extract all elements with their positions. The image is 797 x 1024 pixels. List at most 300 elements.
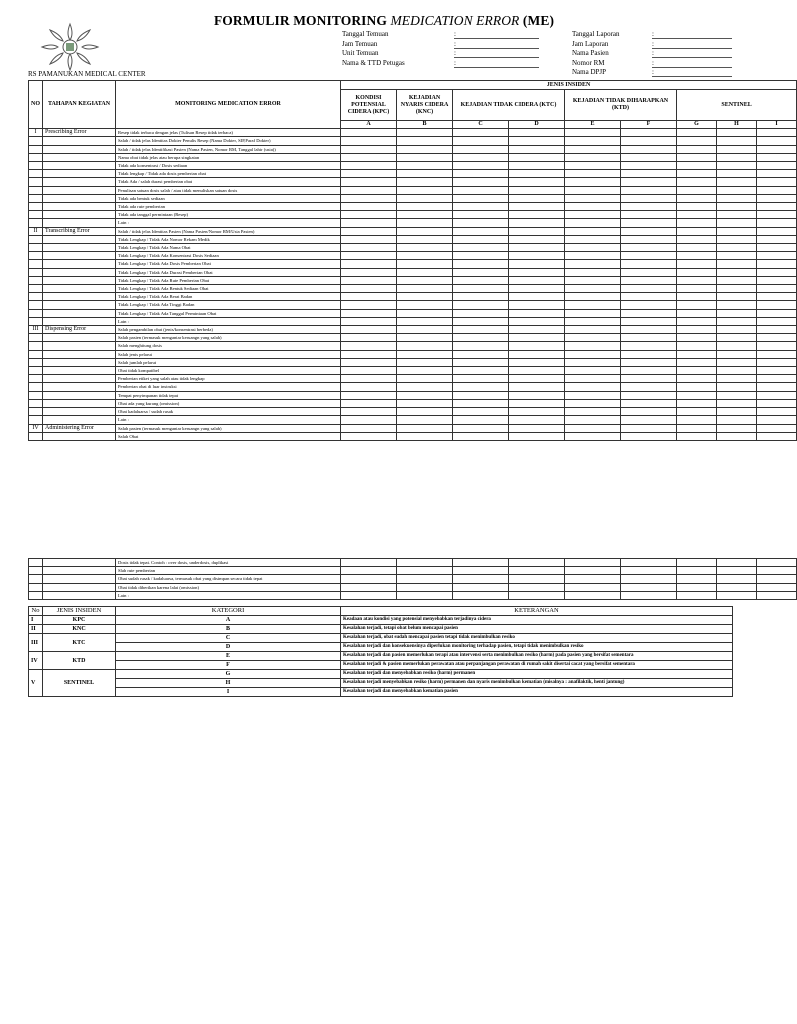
check-cell[interactable] (565, 293, 621, 301)
check-cell[interactable] (509, 309, 565, 317)
check-cell[interactable] (453, 252, 509, 260)
check-cell[interactable] (397, 293, 453, 301)
check-cell[interactable] (717, 334, 757, 342)
check-cell[interactable] (509, 416, 565, 424)
check-cell[interactable] (397, 399, 453, 407)
check-cell[interactable] (397, 575, 453, 583)
check-cell[interactable] (565, 244, 621, 252)
check-cell[interactable] (677, 326, 717, 334)
check-cell[interactable] (341, 170, 397, 178)
check-cell[interactable] (397, 408, 453, 416)
check-cell[interactable] (757, 268, 797, 276)
check-cell[interactable] (341, 162, 397, 170)
check-cell[interactable] (621, 268, 677, 276)
check-cell[interactable] (565, 326, 621, 334)
check-cell[interactable] (397, 153, 453, 161)
check-cell[interactable] (717, 244, 757, 252)
check-cell[interactable] (565, 399, 621, 407)
check-cell[interactable] (509, 350, 565, 358)
check-cell[interactable] (757, 227, 797, 235)
check-cell[interactable] (565, 350, 621, 358)
check-cell[interactable] (509, 591, 565, 599)
check-cell[interactable] (397, 285, 453, 293)
check-cell[interactable] (453, 432, 509, 440)
check-cell[interactable] (677, 575, 717, 583)
check-cell[interactable] (717, 591, 757, 599)
check-cell[interactable] (565, 559, 621, 567)
check-cell[interactable] (453, 285, 509, 293)
check-cell[interactable] (677, 334, 717, 342)
check-cell[interactable] (509, 301, 565, 309)
check-cell[interactable] (397, 309, 453, 317)
check-cell[interactable] (565, 219, 621, 227)
check-cell[interactable] (453, 591, 509, 599)
check-cell[interactable] (453, 350, 509, 358)
check-cell[interactable] (509, 293, 565, 301)
check-cell[interactable] (677, 276, 717, 284)
check-cell[interactable] (509, 252, 565, 260)
check-cell[interactable] (717, 583, 757, 591)
check-cell[interactable] (509, 383, 565, 391)
check-cell[interactable] (621, 334, 677, 342)
check-cell[interactable] (453, 408, 509, 416)
check-cell[interactable] (677, 424, 717, 432)
check-cell[interactable] (453, 145, 509, 153)
check-cell[interactable] (509, 203, 565, 211)
check-cell[interactable] (717, 276, 757, 284)
check-cell[interactable] (453, 170, 509, 178)
check-cell[interactable] (621, 575, 677, 583)
check-cell[interactable] (677, 162, 717, 170)
check-cell[interactable] (565, 194, 621, 202)
check-cell[interactable] (757, 211, 797, 219)
check-cell[interactable] (341, 575, 397, 583)
check-cell[interactable] (341, 391, 397, 399)
check-cell[interactable] (453, 342, 509, 350)
check-cell[interactable] (397, 567, 453, 575)
check-cell[interactable] (717, 399, 757, 407)
check-cell[interactable] (453, 211, 509, 219)
check-cell[interactable] (341, 178, 397, 186)
check-cell[interactable] (717, 567, 757, 575)
check-cell[interactable] (397, 235, 453, 243)
check-cell[interactable] (565, 575, 621, 583)
check-cell[interactable] (621, 559, 677, 567)
check-cell[interactable] (341, 260, 397, 268)
check-cell[interactable] (453, 391, 509, 399)
check-cell[interactable] (341, 194, 397, 202)
check-cell[interactable] (757, 367, 797, 375)
check-cell[interactable] (717, 178, 757, 186)
check-cell[interactable] (677, 567, 717, 575)
check-cell[interactable] (565, 153, 621, 161)
check-cell[interactable] (621, 170, 677, 178)
check-cell[interactable] (565, 358, 621, 366)
check-cell[interactable] (453, 227, 509, 235)
check-cell[interactable] (565, 375, 621, 383)
check-cell[interactable] (717, 194, 757, 202)
check-cell[interactable] (757, 375, 797, 383)
check-cell[interactable] (717, 317, 757, 325)
check-cell[interactable] (453, 583, 509, 591)
check-cell[interactable] (453, 260, 509, 268)
check-cell[interactable] (397, 170, 453, 178)
check-cell[interactable] (717, 153, 757, 161)
check-cell[interactable] (757, 285, 797, 293)
check-cell[interactable] (397, 424, 453, 432)
check-cell[interactable] (717, 432, 757, 440)
check-cell[interactable] (757, 178, 797, 186)
check-cell[interactable] (453, 399, 509, 407)
check-cell[interactable] (757, 301, 797, 309)
check-cell[interactable] (397, 383, 453, 391)
check-cell[interactable] (341, 137, 397, 145)
check-cell[interactable] (453, 367, 509, 375)
check-cell[interactable] (677, 268, 717, 276)
check-cell[interactable] (509, 424, 565, 432)
check-cell[interactable] (621, 186, 677, 194)
check-cell[interactable] (397, 211, 453, 219)
check-cell[interactable] (717, 391, 757, 399)
check-cell[interactable] (453, 219, 509, 227)
check-cell[interactable] (677, 186, 717, 194)
check-cell[interactable] (717, 227, 757, 235)
check-cell[interactable] (757, 326, 797, 334)
check-cell[interactable] (453, 424, 509, 432)
check-cell[interactable] (565, 178, 621, 186)
check-cell[interactable] (757, 342, 797, 350)
check-cell[interactable] (717, 186, 757, 194)
check-cell[interactable] (453, 186, 509, 194)
check-cell[interactable] (509, 432, 565, 440)
check-cell[interactable] (677, 244, 717, 252)
check-cell[interactable] (341, 293, 397, 301)
check-cell[interactable] (677, 203, 717, 211)
check-cell[interactable] (565, 301, 621, 309)
check-cell[interactable] (397, 375, 453, 383)
check-cell[interactable] (341, 285, 397, 293)
check-cell[interactable] (509, 408, 565, 416)
check-cell[interactable] (757, 219, 797, 227)
check-cell[interactable] (453, 358, 509, 366)
check-cell[interactable] (341, 559, 397, 567)
check-cell[interactable] (621, 399, 677, 407)
check-cell[interactable] (717, 424, 757, 432)
check-cell[interactable] (677, 416, 717, 424)
check-cell[interactable] (341, 350, 397, 358)
check-cell[interactable] (509, 276, 565, 284)
check-cell[interactable] (341, 227, 397, 235)
check-cell[interactable] (453, 178, 509, 186)
check-cell[interactable] (509, 358, 565, 366)
check-cell[interactable] (621, 350, 677, 358)
check-cell[interactable] (453, 301, 509, 309)
check-cell[interactable] (621, 194, 677, 202)
check-cell[interactable] (341, 252, 397, 260)
check-cell[interactable] (397, 194, 453, 202)
check-cell[interactable] (717, 575, 757, 583)
check-cell[interactable] (509, 399, 565, 407)
check-cell[interactable] (757, 145, 797, 153)
check-cell[interactable] (397, 244, 453, 252)
check-cell[interactable] (565, 186, 621, 194)
check-cell[interactable] (565, 145, 621, 153)
check-cell[interactable] (397, 432, 453, 440)
check-cell[interactable] (621, 342, 677, 350)
check-cell[interactable] (341, 326, 397, 334)
check-cell[interactable] (453, 235, 509, 243)
check-cell[interactable] (397, 227, 453, 235)
check-cell[interactable] (509, 326, 565, 334)
check-cell[interactable] (677, 227, 717, 235)
check-cell[interactable] (397, 583, 453, 591)
check-cell[interactable] (621, 591, 677, 599)
check-cell[interactable] (717, 559, 757, 567)
check-cell[interactable] (565, 260, 621, 268)
check-cell[interactable] (677, 317, 717, 325)
check-cell[interactable] (757, 317, 797, 325)
check-cell[interactable] (621, 137, 677, 145)
check-cell[interactable] (397, 391, 453, 399)
check-cell[interactable] (621, 424, 677, 432)
check-cell[interactable] (341, 211, 397, 219)
check-cell[interactable] (677, 432, 717, 440)
check-cell[interactable] (509, 268, 565, 276)
check-cell[interactable] (509, 153, 565, 161)
check-cell[interactable] (453, 317, 509, 325)
check-cell[interactable] (717, 203, 757, 211)
check-cell[interactable] (621, 391, 677, 399)
check-cell[interactable] (717, 350, 757, 358)
check-cell[interactable] (757, 358, 797, 366)
check-cell[interactable] (757, 194, 797, 202)
check-cell[interactable] (565, 334, 621, 342)
check-cell[interactable] (341, 301, 397, 309)
check-cell[interactable] (757, 244, 797, 252)
check-cell[interactable] (509, 342, 565, 350)
check-cell[interactable] (397, 301, 453, 309)
check-cell[interactable] (453, 129, 509, 137)
check-cell[interactable] (397, 178, 453, 186)
check-cell[interactable] (621, 211, 677, 219)
check-cell[interactable] (565, 591, 621, 599)
check-cell[interactable] (621, 408, 677, 416)
check-cell[interactable] (717, 235, 757, 243)
check-cell[interactable] (565, 235, 621, 243)
check-cell[interactable] (621, 358, 677, 366)
check-cell[interactable] (621, 145, 677, 153)
check-cell[interactable] (677, 399, 717, 407)
check-cell[interactable] (757, 186, 797, 194)
check-cell[interactable] (677, 367, 717, 375)
check-cell[interactable] (565, 383, 621, 391)
check-cell[interactable] (453, 268, 509, 276)
check-cell[interactable] (757, 162, 797, 170)
check-cell[interactable] (397, 326, 453, 334)
check-cell[interactable] (397, 129, 453, 137)
check-cell[interactable] (397, 137, 453, 145)
check-cell[interactable] (717, 219, 757, 227)
check-cell[interactable] (397, 342, 453, 350)
check-cell[interactable] (717, 342, 757, 350)
check-cell[interactable] (717, 285, 757, 293)
check-cell[interactable] (621, 326, 677, 334)
check-cell[interactable] (621, 276, 677, 284)
check-cell[interactable] (565, 285, 621, 293)
check-cell[interactable] (677, 260, 717, 268)
check-cell[interactable] (565, 583, 621, 591)
check-cell[interactable] (621, 367, 677, 375)
check-cell[interactable] (757, 129, 797, 137)
check-cell[interactable] (757, 408, 797, 416)
check-cell[interactable] (757, 416, 797, 424)
check-cell[interactable] (621, 567, 677, 575)
check-cell[interactable] (453, 276, 509, 284)
check-cell[interactable] (565, 203, 621, 211)
check-cell[interactable] (565, 391, 621, 399)
check-cell[interactable] (677, 591, 717, 599)
check-cell[interactable] (677, 153, 717, 161)
check-cell[interactable] (397, 203, 453, 211)
check-cell[interactable] (341, 399, 397, 407)
check-cell[interactable] (757, 293, 797, 301)
check-cell[interactable] (757, 203, 797, 211)
check-cell[interactable] (453, 153, 509, 161)
check-cell[interactable] (757, 276, 797, 284)
check-cell[interactable] (341, 219, 397, 227)
check-cell[interactable] (341, 367, 397, 375)
check-cell[interactable] (397, 276, 453, 284)
check-cell[interactable] (453, 567, 509, 575)
check-cell[interactable] (677, 309, 717, 317)
check-cell[interactable] (757, 432, 797, 440)
check-cell[interactable] (621, 383, 677, 391)
check-cell[interactable] (397, 367, 453, 375)
check-cell[interactable] (757, 235, 797, 243)
check-cell[interactable] (509, 194, 565, 202)
check-cell[interactable] (757, 309, 797, 317)
check-cell[interactable] (717, 309, 757, 317)
check-cell[interactable] (717, 137, 757, 145)
check-cell[interactable] (677, 391, 717, 399)
check-cell[interactable] (453, 416, 509, 424)
check-cell[interactable] (453, 244, 509, 252)
check-cell[interactable] (621, 244, 677, 252)
check-cell[interactable] (397, 162, 453, 170)
check-cell[interactable] (621, 285, 677, 293)
check-cell[interactable] (757, 260, 797, 268)
check-cell[interactable] (677, 559, 717, 567)
check-cell[interactable] (621, 583, 677, 591)
check-cell[interactable] (717, 326, 757, 334)
check-cell[interactable] (565, 211, 621, 219)
check-cell[interactable] (757, 399, 797, 407)
check-cell[interactable] (677, 358, 717, 366)
check-cell[interactable] (757, 567, 797, 575)
check-cell[interactable] (341, 432, 397, 440)
check-cell[interactable] (717, 162, 757, 170)
check-cell[interactable] (677, 252, 717, 260)
check-cell[interactable] (677, 170, 717, 178)
check-cell[interactable] (717, 268, 757, 276)
check-cell[interactable] (341, 342, 397, 350)
check-cell[interactable] (717, 252, 757, 260)
check-cell[interactable] (565, 129, 621, 137)
check-cell[interactable] (621, 227, 677, 235)
check-cell[interactable] (453, 559, 509, 567)
check-cell[interactable] (717, 129, 757, 137)
check-cell[interactable] (565, 408, 621, 416)
check-cell[interactable] (565, 424, 621, 432)
check-cell[interactable] (341, 317, 397, 325)
check-cell[interactable] (509, 559, 565, 567)
check-cell[interactable] (565, 567, 621, 575)
check-cell[interactable] (341, 358, 397, 366)
check-cell[interactable] (621, 162, 677, 170)
check-cell[interactable] (509, 375, 565, 383)
check-cell[interactable] (509, 575, 565, 583)
check-cell[interactable] (717, 358, 757, 366)
check-cell[interactable] (757, 153, 797, 161)
check-cell[interactable] (757, 252, 797, 260)
check-cell[interactable] (621, 375, 677, 383)
check-cell[interactable] (565, 317, 621, 325)
check-cell[interactable] (397, 334, 453, 342)
check-cell[interactable] (453, 375, 509, 383)
check-cell[interactable] (677, 145, 717, 153)
check-cell[interactable] (397, 260, 453, 268)
check-cell[interactable] (341, 153, 397, 161)
check-cell[interactable] (509, 391, 565, 399)
check-cell[interactable] (621, 416, 677, 424)
check-cell[interactable] (341, 129, 397, 137)
check-cell[interactable] (509, 567, 565, 575)
check-cell[interactable] (565, 252, 621, 260)
check-cell[interactable] (565, 137, 621, 145)
check-cell[interactable] (565, 432, 621, 440)
left-field-input[interactable] (454, 67, 539, 68)
check-cell[interactable] (677, 285, 717, 293)
check-cell[interactable] (509, 244, 565, 252)
check-cell[interactable] (717, 260, 757, 268)
check-cell[interactable] (717, 145, 757, 153)
check-cell[interactable] (621, 293, 677, 301)
check-cell[interactable] (717, 375, 757, 383)
check-cell[interactable] (677, 408, 717, 416)
check-cell[interactable] (717, 301, 757, 309)
check-cell[interactable] (453, 309, 509, 317)
check-cell[interactable] (677, 293, 717, 301)
check-cell[interactable] (397, 559, 453, 567)
check-cell[interactable] (509, 317, 565, 325)
check-cell[interactable] (341, 583, 397, 591)
check-cell[interactable] (453, 194, 509, 202)
check-cell[interactable] (621, 219, 677, 227)
check-cell[interactable] (565, 170, 621, 178)
check-cell[interactable] (565, 227, 621, 235)
check-cell[interactable] (677, 375, 717, 383)
check-cell[interactable] (621, 260, 677, 268)
check-cell[interactable] (341, 383, 397, 391)
check-cell[interactable] (717, 367, 757, 375)
check-cell[interactable] (509, 211, 565, 219)
check-cell[interactable] (677, 350, 717, 358)
check-cell[interactable] (621, 203, 677, 211)
check-cell[interactable] (757, 391, 797, 399)
check-cell[interactable] (509, 129, 565, 137)
check-cell[interactable] (565, 367, 621, 375)
check-cell[interactable] (397, 186, 453, 194)
